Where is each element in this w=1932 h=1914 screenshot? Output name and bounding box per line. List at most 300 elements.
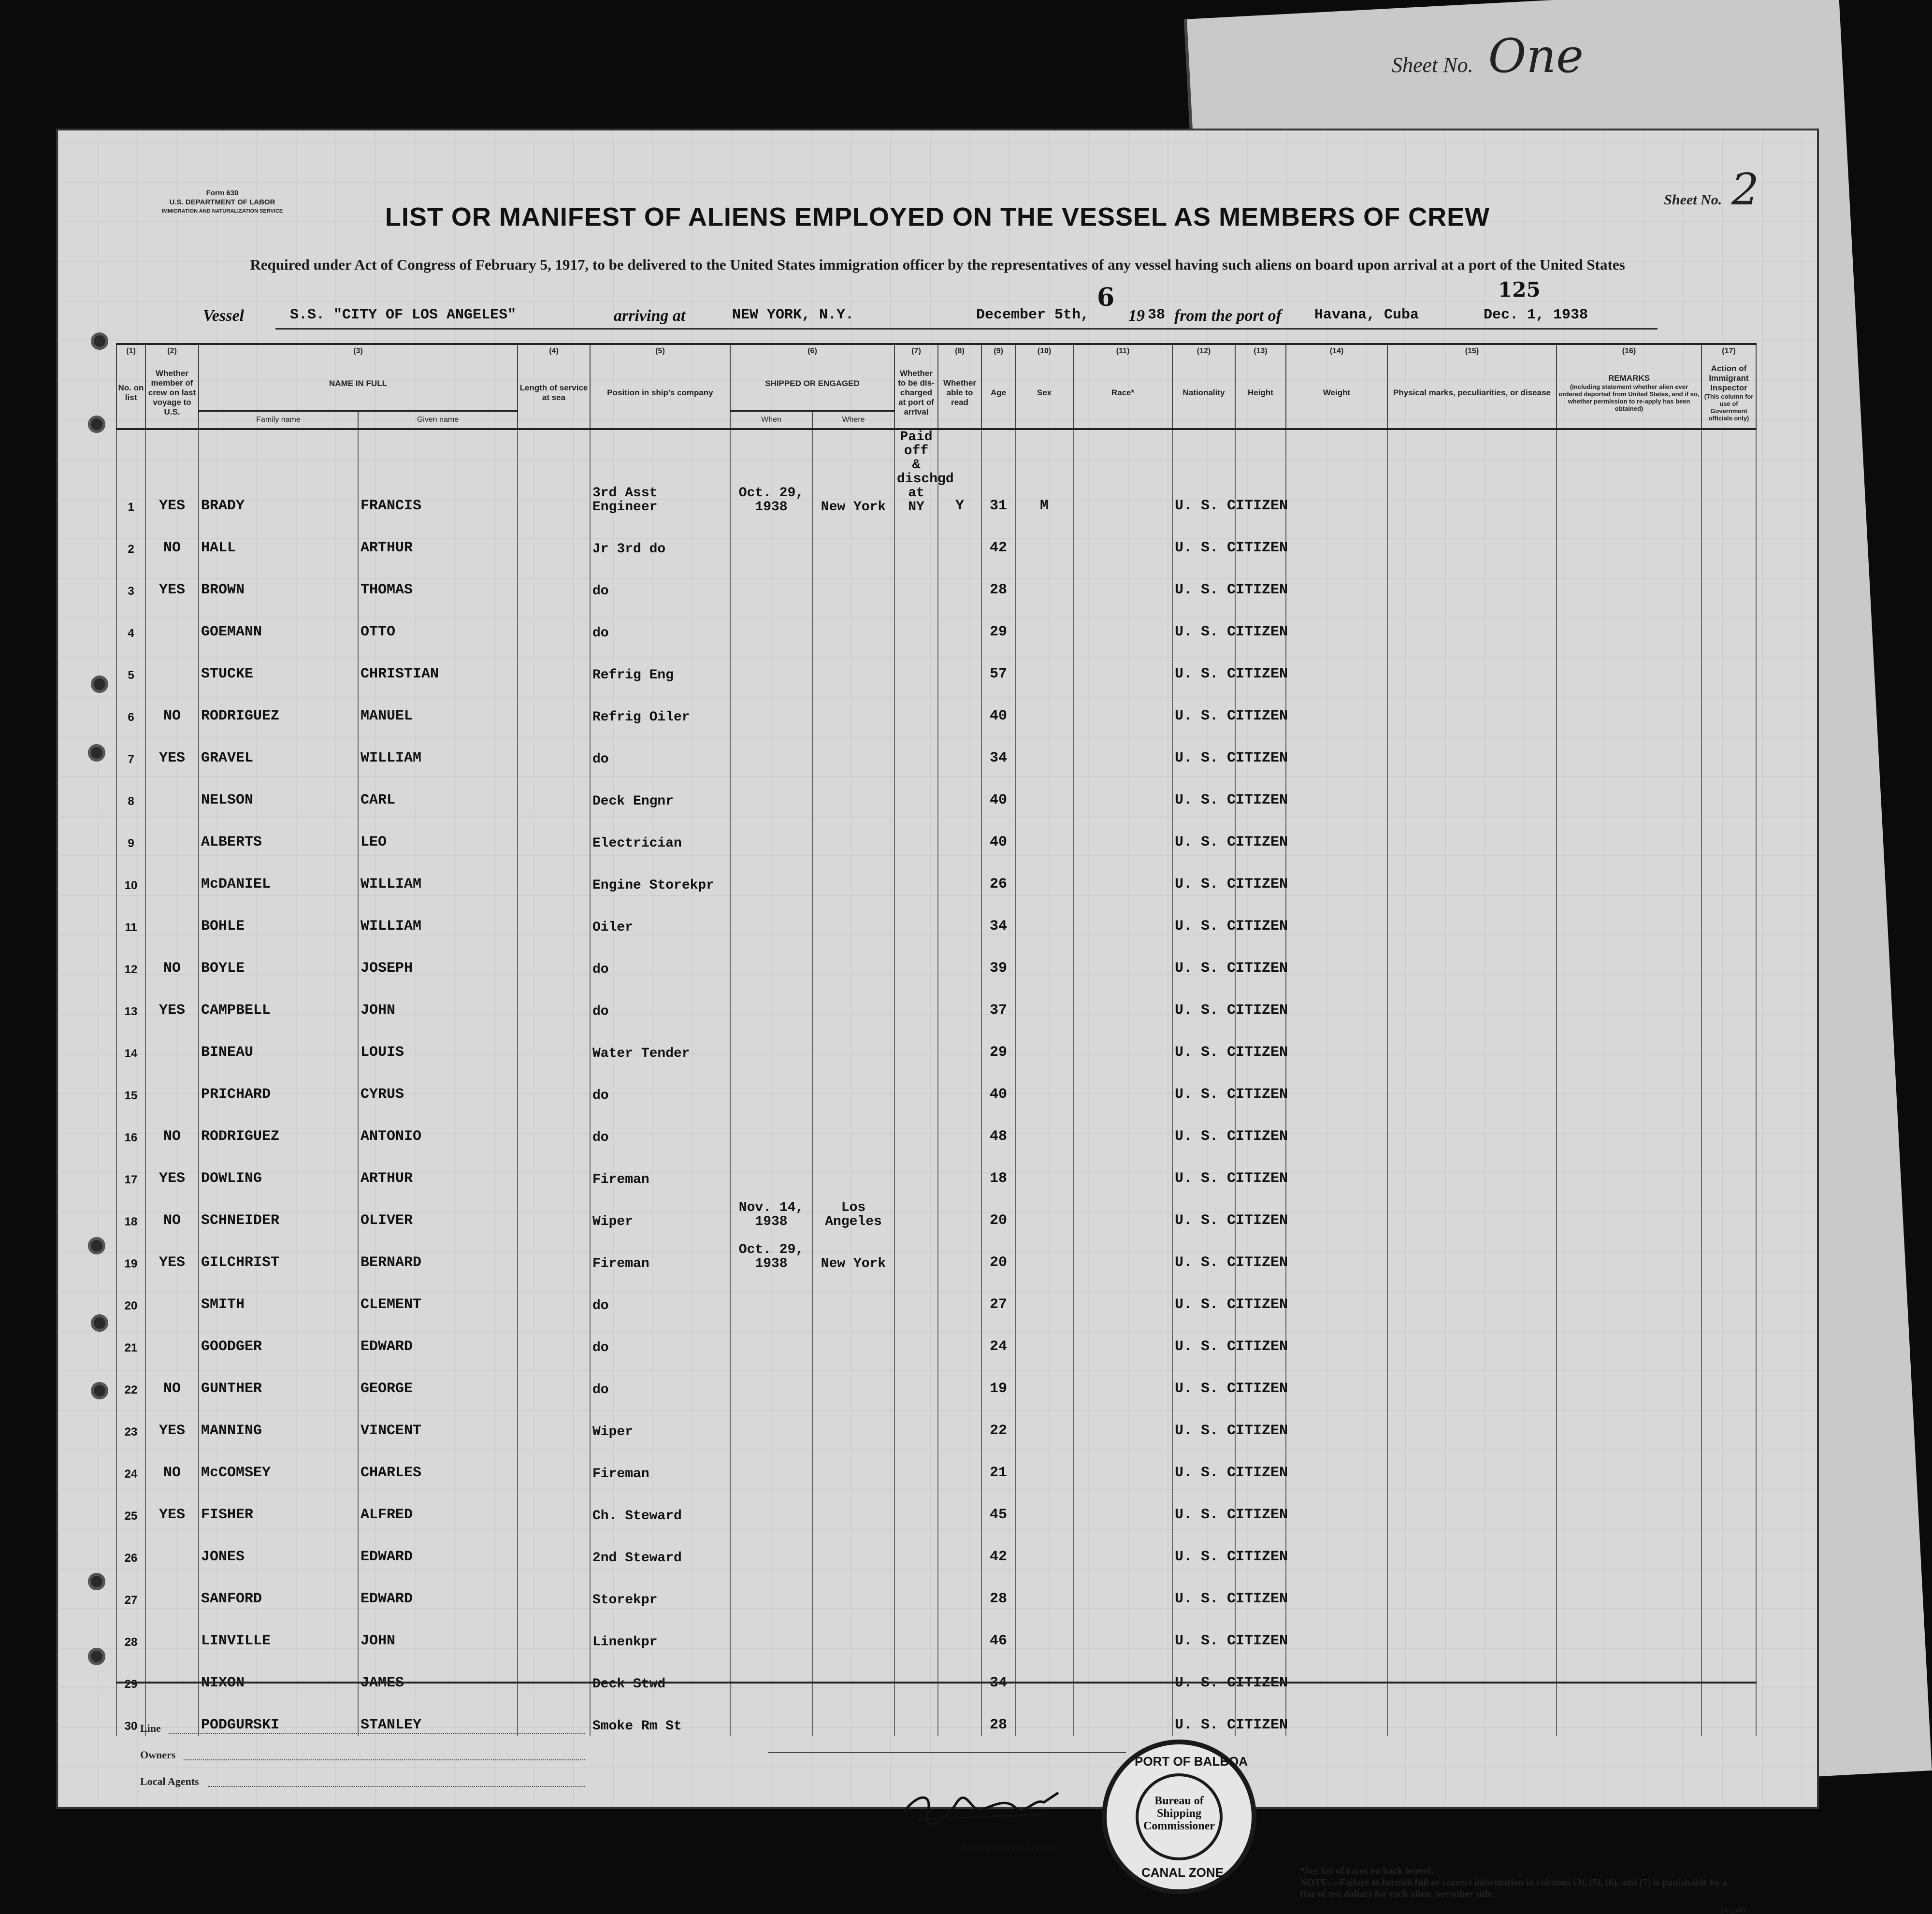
- race-cell: [1073, 1106, 1172, 1148]
- arriving-label: arriving at: [614, 307, 686, 325]
- header-family-name: Family name: [199, 411, 358, 429]
- family-name-cell: LINVILLE: [199, 1610, 358, 1652]
- given-name-cell: FRANCIS: [358, 429, 518, 517]
- remarks-cell: [1557, 1148, 1701, 1190]
- row-number: 28: [116, 1610, 145, 1652]
- length-service-cell: [518, 1232, 590, 1274]
- physical-marks-cell: [1387, 1484, 1557, 1526]
- family-name-cell: HALL: [199, 517, 358, 559]
- shipped-where-cell: [812, 1106, 894, 1148]
- shipped-when-cell: [730, 895, 812, 937]
- remarks-cell: [1557, 895, 1701, 937]
- sex-cell: [1015, 727, 1073, 769]
- nationality-cell: U. S. CITIZEN: [1172, 727, 1235, 769]
- table-row: [116, 895, 1756, 937]
- shipped-where-cell: [812, 643, 894, 685]
- inspector-signature: [899, 1783, 1063, 1831]
- discharged-cell: [894, 769, 938, 811]
- race-cell: [1073, 601, 1172, 643]
- position-cell: Linenkpr: [590, 1610, 730, 1652]
- arrival-date-correction: 6: [1097, 283, 1115, 312]
- last-voyage-cell: [145, 1064, 199, 1106]
- last-voyage-cell: NO: [145, 517, 199, 559]
- crew-rows: [116, 429, 1756, 1736]
- inspector-label: Immigrant Inspector.: [962, 1841, 1055, 1853]
- physical-marks-cell: [1387, 1022, 1557, 1064]
- column-number: (16): [1557, 344, 1701, 358]
- remarks-cell: [1557, 643, 1701, 685]
- family-name-cell: RODRIGUEZ: [199, 685, 358, 727]
- physical-marks-cell: [1387, 1358, 1557, 1400]
- age-cell: 26: [981, 853, 1015, 895]
- position-cell: do: [590, 1064, 730, 1106]
- able-to-read-cell: [938, 517, 981, 559]
- column-number: (3): [199, 344, 518, 358]
- header-shipped-engaged: SHIPPED OR ENGAGED: [730, 358, 894, 411]
- weight-cell: [1286, 1190, 1387, 1232]
- form-number: Form 630: [206, 189, 239, 197]
- physical-marks-cell: [1387, 1106, 1557, 1148]
- table-row: [116, 559, 1756, 601]
- nationality-cell: U. S. CITIZEN: [1172, 601, 1235, 643]
- race-cell: [1073, 811, 1172, 853]
- age-cell: 48: [981, 1106, 1015, 1148]
- header-when: When: [730, 411, 812, 429]
- action-cell: [1701, 1064, 1756, 1106]
- given-name-cell: JAMES: [358, 1652, 518, 1694]
- header-age: Age: [981, 358, 1015, 429]
- family-name-cell: RODRIGUEZ: [199, 1106, 358, 1148]
- race-cell: [1073, 559, 1172, 601]
- family-name-cell: GUNTHER: [199, 1358, 358, 1400]
- port-seal: [1102, 1740, 1256, 1894]
- nationality-cell: U. S. CITIZEN: [1172, 937, 1235, 979]
- shipped-where-cell: [812, 979, 894, 1022]
- weight-cell: [1286, 1610, 1387, 1652]
- underlying-sheet-number: [1392, 29, 1604, 101]
- family-name-cell: FISHER: [199, 1484, 358, 1526]
- physical-marks-cell: [1387, 429, 1557, 517]
- action-cell: [1701, 1358, 1756, 1400]
- weight-cell: [1286, 1316, 1387, 1358]
- handwritten-count: 125: [1498, 278, 1541, 302]
- family-name-cell: SCHNEIDER: [199, 1190, 358, 1232]
- form-department: U.S. DEPARTMENT OF LABOR: [169, 198, 275, 206]
- header-remarks-note: (Including statement whether alien ever ordered deported from United States, and if so, whether permission to re-apply has been obtained): [1558, 383, 1700, 412]
- age-cell: 42: [981, 517, 1015, 559]
- row-number: 17: [116, 1148, 145, 1190]
- position-cell: Fireman: [590, 1232, 730, 1274]
- nationality-cell: U. S. CITIZEN: [1172, 1652, 1235, 1694]
- row-number: 11: [116, 895, 145, 937]
- discharged-cell: [894, 685, 938, 727]
- shipped-when-cell: [730, 1316, 812, 1358]
- nationality-cell: U. S. CITIZEN: [1172, 1694, 1235, 1736]
- remarks-cell: [1557, 1526, 1701, 1568]
- column-number: (17): [1701, 344, 1756, 358]
- shipped-when-cell: [730, 1106, 812, 1148]
- header-able-to-read: Whether able to read: [938, 358, 981, 429]
- given-name-cell: GEORGE: [358, 1358, 518, 1400]
- row-number: 18: [116, 1190, 145, 1232]
- table-row: [116, 1526, 1756, 1568]
- length-service-cell: [518, 517, 590, 559]
- age-cell: 29: [981, 601, 1015, 643]
- race-cell: [1073, 1484, 1172, 1526]
- age-cell: 21: [981, 1442, 1015, 1484]
- age-cell: 22: [981, 1400, 1015, 1442]
- year-prefix: 19: [1128, 307, 1145, 325]
- shipped-when-cell: Nov. 14, 1938: [730, 1190, 812, 1232]
- shipped-where-cell: [812, 1064, 894, 1106]
- nationality-cell: U. S. CITIZEN: [1172, 517, 1235, 559]
- row-number: 29: [116, 1652, 145, 1694]
- table-row: [116, 1568, 1756, 1610]
- able-to-read-cell: [938, 1400, 981, 1442]
- sex-cell: [1015, 853, 1073, 895]
- arrival-port: NEW YORK, N.Y.: [732, 307, 854, 323]
- able-to-read-cell: [938, 769, 981, 811]
- position-cell: do: [590, 1358, 730, 1400]
- length-service-cell: [518, 1484, 590, 1526]
- physical-marks-cell: [1387, 895, 1557, 937]
- nationality-cell: U. S. CITIZEN: [1172, 1316, 1235, 1358]
- family-name-cell: BOHLE: [199, 895, 358, 937]
- header-nationality: Nationality: [1172, 358, 1235, 429]
- shipped-where-cell: [812, 685, 894, 727]
- able-to-read-cell: [938, 1022, 981, 1064]
- family-name-cell: BINEAU: [199, 1022, 358, 1064]
- discharged-cell: [894, 1022, 938, 1064]
- shipped-when-cell: [730, 1022, 812, 1064]
- discharged-cell: [894, 1358, 938, 1400]
- shipped-when-cell: [730, 517, 812, 559]
- row-number: 1: [116, 429, 145, 517]
- length-service-cell: [518, 1148, 590, 1190]
- table-row: [116, 685, 1756, 727]
- shipped-where-cell: [812, 1358, 894, 1400]
- physical-marks-cell: [1387, 559, 1557, 601]
- race-cell: [1073, 1232, 1172, 1274]
- nationality-cell: U. S. CITIZEN: [1172, 979, 1235, 1022]
- able-to-read-cell: [938, 937, 981, 979]
- nationality-cell: U. S. CITIZEN: [1172, 1568, 1235, 1610]
- weight-cell: [1286, 1400, 1387, 1442]
- able-to-read-cell: [938, 1232, 981, 1274]
- remarks-cell: [1557, 727, 1701, 769]
- physical-marks-cell: [1387, 769, 1557, 811]
- column-number: (9): [981, 344, 1015, 358]
- action-cell: [1701, 727, 1756, 769]
- row-number: 2: [116, 517, 145, 559]
- sex-cell: [1015, 559, 1073, 601]
- shipped-where-cell: [812, 601, 894, 643]
- nationality-cell: U. S. CITIZEN: [1172, 1610, 1235, 1652]
- underlying-sheet-value: One: [1488, 29, 1584, 83]
- weight-cell: [1286, 517, 1387, 559]
- binding-hole: [88, 1573, 105, 1590]
- family-name-cell: MANNING: [199, 1400, 358, 1442]
- action-cell: [1701, 1400, 1756, 1442]
- remarks-cell: [1557, 1232, 1701, 1274]
- discharged-cell: [894, 1526, 938, 1568]
- age-cell: 57: [981, 643, 1015, 685]
- shipped-where-cell: [812, 1022, 894, 1064]
- discharged-cell: [894, 1190, 938, 1232]
- nationality-cell: U. S. CITIZEN: [1172, 1022, 1235, 1064]
- arrival-date: December 5th,: [976, 307, 1090, 323]
- shipped-when-cell: [730, 559, 812, 601]
- table-row: [116, 979, 1756, 1022]
- last-voyage-cell: [145, 1568, 199, 1610]
- last-voyage-cell: YES: [145, 1484, 199, 1526]
- discharged-cell: [894, 1442, 938, 1484]
- given-name-cell: WILLIAM: [358, 853, 518, 895]
- shipped-where-cell: [812, 1274, 894, 1316]
- remarks-cell: [1557, 979, 1701, 1022]
- sex-cell: [1015, 1232, 1073, 1274]
- family-name-cell: SANFORD: [199, 1568, 358, 1610]
- sex-cell: [1015, 643, 1073, 685]
- header-where: Where: [812, 411, 894, 429]
- physical-marks-cell: [1387, 517, 1557, 559]
- last-voyage-cell: YES: [145, 727, 199, 769]
- row-number: 6: [116, 685, 145, 727]
- shipped-where-cell: [812, 1526, 894, 1568]
- age-cell: 18: [981, 1148, 1015, 1190]
- physical-marks-cell: [1387, 811, 1557, 853]
- last-voyage-cell: [145, 601, 199, 643]
- given-name-cell: EDWARD: [358, 1526, 518, 1568]
- age-cell: 45: [981, 1484, 1015, 1526]
- row-number: 7: [116, 727, 145, 769]
- race-cell: [1073, 1190, 1172, 1232]
- length-service-cell: [518, 1610, 590, 1652]
- action-cell: [1701, 937, 1756, 979]
- sex-cell: [1015, 1358, 1073, 1400]
- position-cell: Smoke Rm St: [590, 1694, 730, 1736]
- sex-cell: [1015, 1106, 1073, 1148]
- position-cell: do: [590, 727, 730, 769]
- given-name-cell: CLEMENT: [358, 1274, 518, 1316]
- shipped-when-cell: [730, 1526, 812, 1568]
- row-number: 24: [116, 1442, 145, 1484]
- age-cell: 40: [981, 1064, 1015, 1106]
- last-voyage-cell: NO: [145, 1190, 199, 1232]
- given-name-cell: LEO: [358, 811, 518, 853]
- position-cell: do: [590, 601, 730, 643]
- action-cell: [1701, 769, 1756, 811]
- weight-cell: [1286, 937, 1387, 979]
- sex-cell: [1015, 1442, 1073, 1484]
- shipped-when-cell: [730, 1400, 812, 1442]
- shipped-when-cell: [730, 1610, 812, 1652]
- family-name-cell: GOODGER: [199, 1316, 358, 1358]
- shipped-when-cell: [730, 1358, 812, 1400]
- physical-marks-cell: [1387, 1232, 1557, 1274]
- shipped-where-cell: [812, 727, 894, 769]
- family-name-cell: McDANIEL: [199, 853, 358, 895]
- shipped-where-cell: [812, 769, 894, 811]
- race-cell: [1073, 1400, 1172, 1442]
- shipped-when-cell: [730, 769, 812, 811]
- given-name-cell: JOHN: [358, 979, 518, 1022]
- race-cell: [1073, 1568, 1172, 1610]
- length-service-cell: [518, 1442, 590, 1484]
- sex-cell: [1015, 1022, 1073, 1064]
- action-cell: [1701, 1148, 1756, 1190]
- discharged-cell: [894, 1148, 938, 1190]
- able-to-read-cell: [938, 895, 981, 937]
- action-cell: [1701, 811, 1756, 853]
- physical-marks-cell: [1387, 979, 1557, 1022]
- weight-cell: [1286, 811, 1387, 853]
- table-row: [116, 1064, 1756, 1106]
- column-number: (15): [1387, 344, 1557, 358]
- nationality-cell: U. S. CITIZEN: [1172, 429, 1235, 517]
- race-cell: [1073, 643, 1172, 685]
- vessel-line-underline: [275, 328, 1658, 330]
- action-cell: [1701, 643, 1756, 685]
- physical-marks-cell: [1387, 853, 1557, 895]
- column-number: (10): [1015, 344, 1073, 358]
- family-name-cell: SMITH: [199, 1274, 358, 1316]
- discharged-cell: [894, 811, 938, 853]
- age-cell: 34: [981, 1652, 1015, 1694]
- position-cell: Engine Storekpr: [590, 853, 730, 895]
- given-name-cell: THOMAS: [358, 559, 518, 601]
- last-voyage-cell: [145, 895, 199, 937]
- sex-cell: [1015, 937, 1073, 979]
- binding-hole: [91, 1382, 108, 1399]
- given-name-cell: ANTONIO: [358, 1106, 518, 1148]
- line-label: Line: [140, 1722, 161, 1734]
- local-agents-label: Local Agents: [140, 1775, 199, 1787]
- table-row: [116, 937, 1756, 979]
- form-service: IMMIGRATION AND NATURALIZATION SERVICE: [161, 208, 283, 214]
- seal-center: Bureau of Shipping Commissioner: [1136, 1773, 1223, 1860]
- position-cell: Fireman: [590, 1442, 730, 1484]
- length-service-cell: [518, 979, 590, 1022]
- action-cell: [1701, 1610, 1756, 1652]
- header-discharged: Whether to be dis-charged at port of arrival: [894, 358, 938, 429]
- length-service-cell: [518, 1568, 590, 1610]
- row-number: 20: [116, 1274, 145, 1316]
- remarks-cell: [1557, 1400, 1701, 1442]
- shipped-when-cell: [730, 1484, 812, 1526]
- sex-cell: [1015, 685, 1073, 727]
- nationality-cell: U. S. CITIZEN: [1172, 1526, 1235, 1568]
- nationality-cell: U. S. CITIZEN: [1172, 1232, 1235, 1274]
- able-to-read-cell: [938, 811, 981, 853]
- physical-marks-cell: [1387, 1190, 1557, 1232]
- discharged-cell: [894, 1316, 938, 1358]
- header-action-note: (This column for use of Government officials only): [1704, 393, 1754, 422]
- remarks-cell: [1557, 1568, 1701, 1610]
- remarks-cell: [1557, 1022, 1701, 1064]
- action-cell: [1701, 1316, 1756, 1358]
- able-to-read-cell: [938, 1274, 981, 1316]
- sex-cell: [1015, 769, 1073, 811]
- discharged-cell: [894, 1484, 938, 1526]
- race-cell: [1073, 895, 1172, 937]
- shipped-when-cell: [730, 1568, 812, 1610]
- table-row: [116, 1232, 1756, 1274]
- race-cell: [1073, 979, 1172, 1022]
- length-service-cell: [518, 643, 590, 685]
- weight-cell: [1286, 559, 1387, 601]
- remarks-cell: [1557, 1190, 1701, 1232]
- header-last-voyage: Whether member of crew on last voyage to U.S.: [145, 358, 199, 429]
- given-name-cell: WILLIAM: [358, 727, 518, 769]
- family-name-cell: BOYLE: [199, 937, 358, 979]
- physical-marks-cell: [1387, 937, 1557, 979]
- shipped-when-cell: [730, 1274, 812, 1316]
- column-number: (7): [894, 344, 938, 358]
- physical-marks-cell: [1387, 1568, 1557, 1610]
- sex-cell: [1015, 895, 1073, 937]
- shipped-when-cell: [730, 979, 812, 1022]
- table-row: [116, 1316, 1756, 1358]
- last-voyage-cell: NO: [145, 1358, 199, 1400]
- seal-top-text: PORT OF BALBOA: [1135, 1754, 1248, 1769]
- physical-marks-cell: [1387, 601, 1557, 643]
- position-cell: Water Tender: [590, 1022, 730, 1064]
- weight-cell: [1286, 685, 1387, 727]
- physical-marks-cell: [1387, 1610, 1557, 1652]
- action-cell: [1701, 559, 1756, 601]
- action-cell: [1701, 1106, 1756, 1148]
- able-to-read-cell: [938, 1610, 981, 1652]
- row-number: 3: [116, 559, 145, 601]
- length-service-cell: [518, 1190, 590, 1232]
- position-cell: Wiper: [590, 1190, 730, 1232]
- given-name-cell: JOHN: [358, 1610, 518, 1652]
- weight-cell: [1286, 1568, 1387, 1610]
- last-voyage-cell: NO: [145, 685, 199, 727]
- sex-cell: [1015, 1484, 1073, 1526]
- age-cell: 40: [981, 769, 1015, 811]
- physical-marks-cell: [1387, 727, 1557, 769]
- given-name-cell: JOSEPH: [358, 937, 518, 979]
- able-to-read-cell: [938, 1526, 981, 1568]
- age-cell: 34: [981, 895, 1015, 937]
- header-action: [1701, 358, 1756, 429]
- able-to-read-cell: [938, 685, 981, 727]
- race-cell: [1073, 937, 1172, 979]
- seal-bottom-text: CANAL ZONE: [1141, 1865, 1224, 1880]
- sex-cell: [1015, 1148, 1073, 1190]
- weight-cell: [1286, 429, 1387, 517]
- sheet-number-label: Sheet No.: [1664, 192, 1722, 208]
- remarks-cell: [1557, 1274, 1701, 1316]
- action-cell: [1701, 979, 1756, 1022]
- remarks-cell: [1557, 1442, 1701, 1484]
- given-name-cell: ARTHUR: [358, 1148, 518, 1190]
- sex-cell: [1015, 1526, 1073, 1568]
- shipped-where-cell: [812, 1400, 894, 1442]
- action-cell: [1701, 1526, 1756, 1568]
- sex-cell: M: [1015, 429, 1073, 517]
- family-name-cell: GRAVEL: [199, 727, 358, 769]
- last-voyage-cell: [145, 1274, 199, 1316]
- row-number: 19: [116, 1232, 145, 1274]
- sex-cell: [1015, 1400, 1073, 1442]
- discharged-cell: [894, 895, 938, 937]
- column-number: (1): [116, 344, 145, 358]
- position-cell: do: [590, 559, 730, 601]
- column-number: (5): [590, 344, 730, 358]
